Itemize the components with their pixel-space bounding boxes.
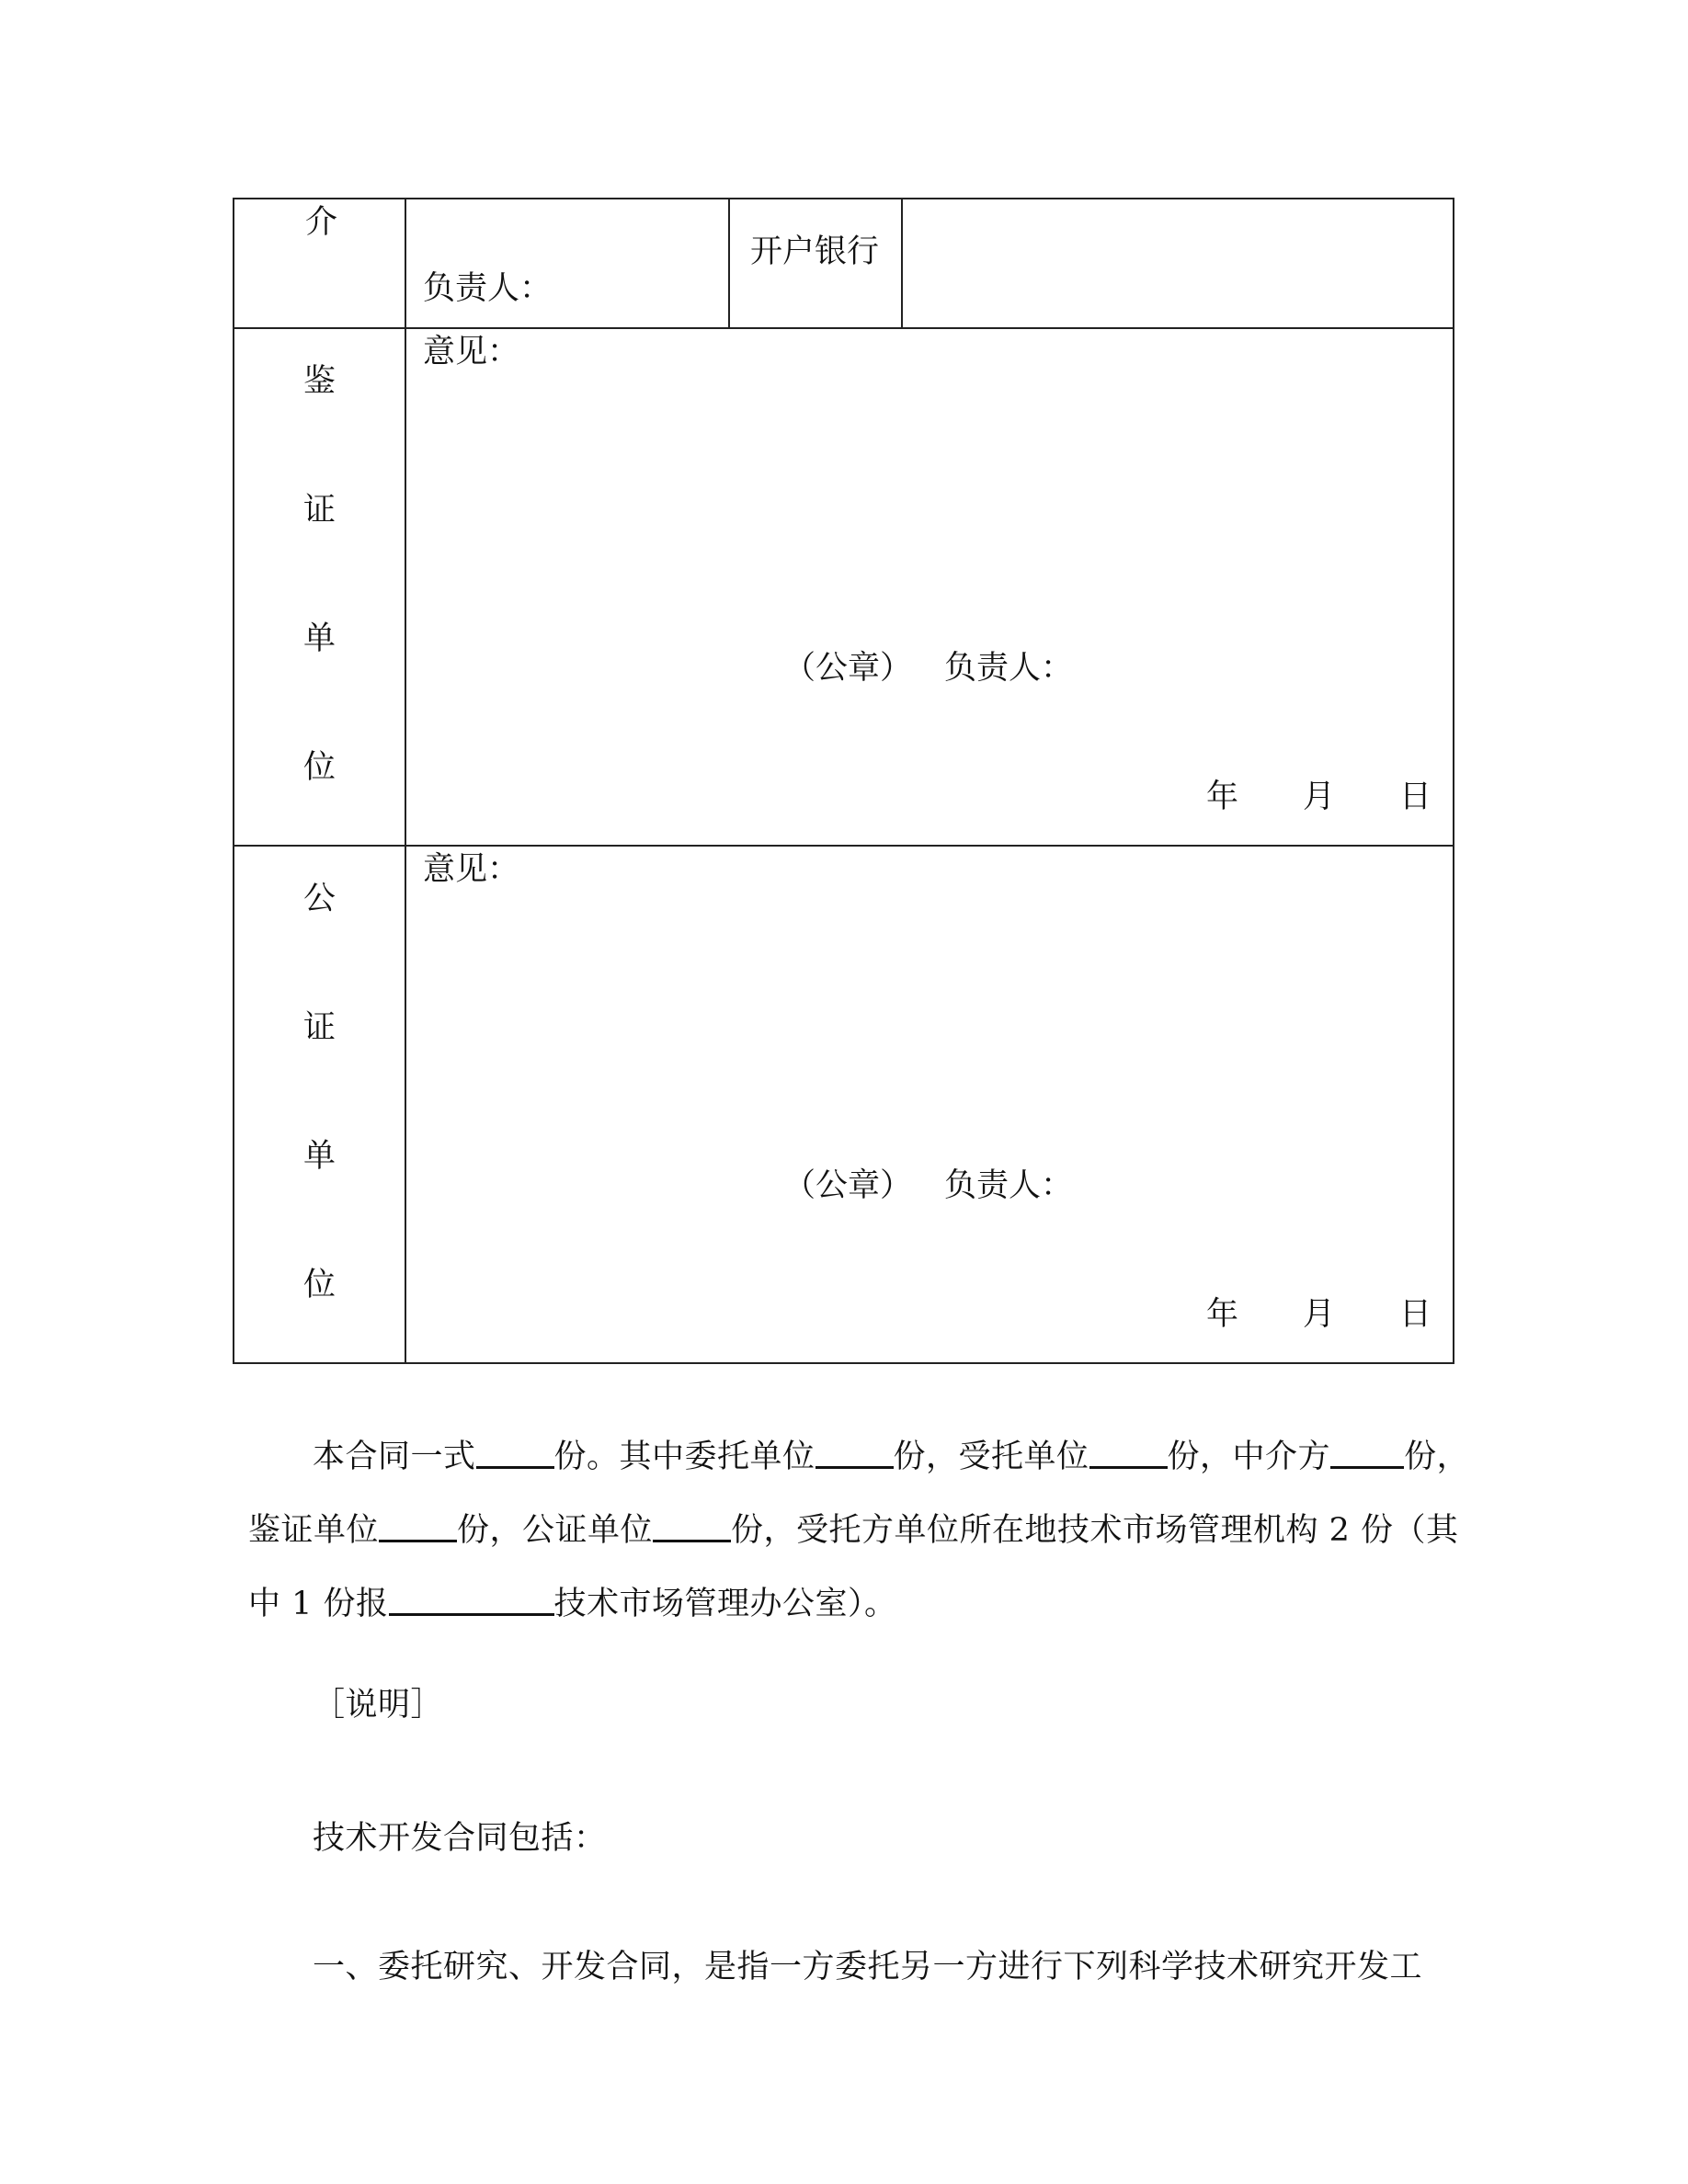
appraisal-seal: （公章） <box>783 650 913 687</box>
copies-text: 份，受托方单位所在地技术市场管理机构 2 份（其 <box>731 1512 1459 1549</box>
copies-text: 份，受托单位 <box>893 1439 1089 1475</box>
contract-signature-table <box>233 198 1454 1364</box>
appraisal-unit-row <box>234 328 1454 846</box>
copies-report-office-blank[interactable] <box>389 1586 554 1616</box>
copies-text: 鉴证单位 <box>248 1512 380 1549</box>
copies-text: 份，中介方 <box>1167 1439 1331 1475</box>
bank-value-cell <box>902 199 1454 328</box>
appraisal-responsible-label: 负责人： <box>944 650 1074 687</box>
note-heading: ［说明］ <box>313 1687 444 1723</box>
intermediary-responsible-cell <box>405 199 729 328</box>
notary-date-year: 年 <box>1206 1296 1239 1333</box>
copies-intermediary-blank[interactable] <box>1330 1439 1404 1469</box>
bank-label-cell <box>729 199 902 328</box>
copies-contractor-blank[interactable] <box>1089 1439 1168 1469</box>
copies-text: 中 1 份报 <box>248 1586 389 1622</box>
notary-responsible-label: 负责人： <box>944 1167 1074 1204</box>
notary-label-cell <box>234 846 405 1363</box>
bank-label: 开户银行 <box>750 233 880 270</box>
notary-opinion-cell <box>405 846 1454 1363</box>
intermediary-responsible-label: 负责人： <box>423 270 553 307</box>
appraisal-label-char-1: 鉴 <box>302 363 336 400</box>
notary-label-char-2: 证 <box>302 1009 336 1046</box>
copies-total-blank[interactable] <box>476 1439 554 1469</box>
contract-types-intro: 技术开发合同包括： <box>313 1820 607 1857</box>
appraisal-date-year: 年 <box>1206 779 1239 815</box>
copies-text: 份， <box>1404 1439 1470 1475</box>
notary-label-char-4: 位 <box>302 1267 336 1303</box>
notary-label-char-3: 单 <box>302 1138 336 1175</box>
notary-label-char-1: 公 <box>302 881 336 917</box>
appraisal-label-cell <box>234 328 405 846</box>
copies-text: 份，公证单位 <box>457 1512 654 1549</box>
notary-date-day: 日 <box>1399 1296 1432 1333</box>
appraisal-opinion-label: 意见： <box>423 334 520 370</box>
copies-text: 份。其中委托单位 <box>553 1439 815 1475</box>
item-one-text: 一、委托研究、开发合同，是指一方委托另一方进行下列科学技术研究开发工 <box>313 1949 1423 1985</box>
notary-unit-row <box>234 846 1454 1363</box>
copies-paragraph-line-2 <box>248 1505 1459 1551</box>
appraisal-label-char-3: 单 <box>302 620 336 657</box>
copies-paragraph-line-1 <box>313 1431 1469 1477</box>
intermediary-label-cell <box>234 199 405 328</box>
notary-seal: （公章） <box>783 1167 913 1204</box>
appraisal-label-char-4: 位 <box>302 749 336 786</box>
copies-paragraph-line-3 <box>248 1578 897 1624</box>
notary-opinion-label: 意见： <box>423 851 520 888</box>
intermediary-row <box>234 199 1454 328</box>
appraisal-label-char-2: 证 <box>302 492 336 529</box>
intermediary-label: 介 <box>305 204 338 241</box>
appraisal-date-month: 月 <box>1303 779 1336 815</box>
copies-client-blank[interactable] <box>815 1439 894 1469</box>
copies-notary-blank[interactable] <box>653 1512 731 1542</box>
copies-text: 本合同一式 <box>313 1439 476 1475</box>
appraisal-opinion-cell <box>405 328 1454 846</box>
copies-text: 技术市场管理办公室）。 <box>553 1586 897 1622</box>
appraisal-date-day: 日 <box>1399 779 1432 815</box>
notary-date-month: 月 <box>1303 1296 1336 1333</box>
copies-appraisal-blank[interactable] <box>379 1512 457 1542</box>
